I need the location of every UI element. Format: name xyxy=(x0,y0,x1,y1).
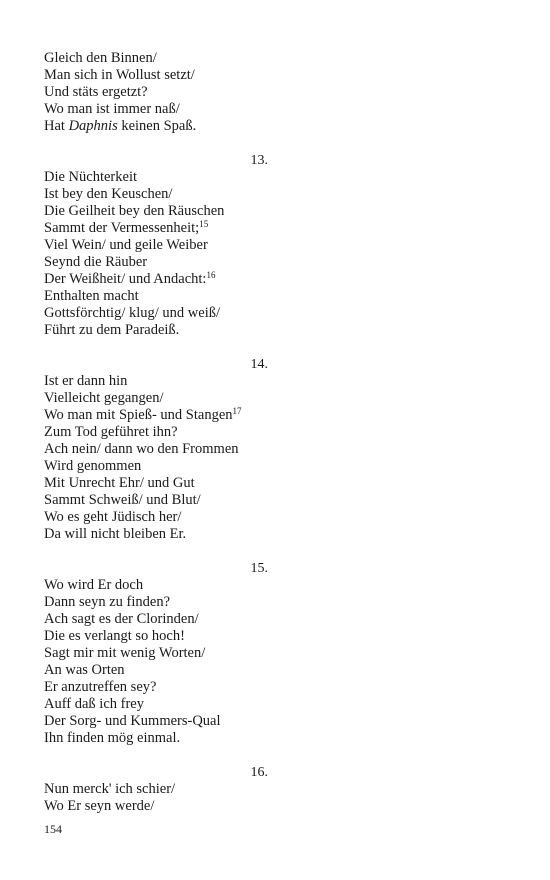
footnote-marker[interactable]: 16 xyxy=(206,270,216,280)
verse-text: Nun merck' ich schier/ xyxy=(44,781,176,797)
verse-text: Und stäts ergetzt? xyxy=(44,84,148,100)
verse-text: Mit Unrecht Ehr/ und Gut xyxy=(44,475,195,491)
stanza xyxy=(44,152,268,339)
verse-text: Gottsförchtig/ klug/ und weiß/ xyxy=(44,305,220,321)
stanza xyxy=(44,356,268,543)
verse-text: Wo es geht Jüdisch her/ xyxy=(44,509,182,525)
verse-line xyxy=(44,424,268,441)
verse-text: Die Geilheit bey den Räuschen xyxy=(44,203,225,219)
verse-line xyxy=(44,322,268,339)
verse-text: Ist bey den Keuschen/ xyxy=(44,186,173,202)
stanza-number: 14. xyxy=(250,357,268,372)
verse-text: Zum Tod geführet ihn? xyxy=(44,424,178,440)
verse-text: Sammt Schweiß/ und Blut/ xyxy=(44,492,201,508)
verse-text: Seynd die Räuber xyxy=(44,254,148,270)
verse-line xyxy=(44,509,268,526)
verse-line xyxy=(44,798,268,815)
verse-text: Gleich den Binnen/ xyxy=(44,50,157,66)
verse-text: Man sich in Wollust setzt/ xyxy=(44,67,195,83)
verse-line xyxy=(44,713,268,730)
verse-line xyxy=(44,288,268,305)
verse-line xyxy=(44,679,268,696)
verse-line xyxy=(44,475,268,492)
verse-text: Ist er dann hin xyxy=(44,373,128,389)
verse-text: Wo man ist immer naß/ xyxy=(44,101,180,117)
page-number: 154 xyxy=(44,822,62,836)
stanza-gap xyxy=(44,747,268,764)
verse-line xyxy=(44,441,268,458)
verse-text: Hat xyxy=(44,118,69,134)
footnote-marker[interactable]: 15 xyxy=(199,219,209,229)
verse-text: Enthalten macht xyxy=(44,288,139,304)
footnote-marker[interactable]: 17 xyxy=(232,406,242,416)
verse-line xyxy=(44,169,268,186)
verse-text: Wo man mit Spieß- und Stangen xyxy=(44,407,233,423)
verse-text: Die Nüchterkeit xyxy=(44,169,138,185)
poem-text xyxy=(44,50,268,815)
verse-line xyxy=(44,662,268,679)
verse-text: Ach sagt es der Clorinden/ xyxy=(44,611,199,627)
verse-line xyxy=(44,254,268,271)
verse-line xyxy=(44,271,268,288)
verse-line xyxy=(44,730,268,747)
verse-line xyxy=(44,305,268,322)
verse-text: Wo Er seyn werde/ xyxy=(44,798,155,814)
verse-line xyxy=(44,526,268,543)
verse-text: Auff daß ich frey xyxy=(44,696,144,712)
verse-line xyxy=(44,696,268,713)
verse-text: Wo wird Er doch xyxy=(44,577,144,593)
stanza-gap xyxy=(44,339,268,356)
verse-line xyxy=(44,67,268,84)
verse-line xyxy=(44,645,268,662)
verse-line xyxy=(44,781,268,798)
verse-line xyxy=(44,186,268,203)
verse-line xyxy=(44,577,268,594)
verse-line xyxy=(44,50,268,67)
verse-line xyxy=(44,594,268,611)
verse-text: Der Weißheit/ und Andacht: xyxy=(44,271,207,287)
verse-text: An was Orten xyxy=(44,662,125,678)
verse-line xyxy=(44,373,268,390)
verse-text: Führt zu dem Paradeiß. xyxy=(44,322,180,338)
verse-text: Der Sorg- und Kummers-Qual xyxy=(44,713,221,729)
stanza xyxy=(44,560,268,747)
verse-line xyxy=(44,611,268,628)
verse-line xyxy=(44,203,268,220)
verse-line xyxy=(44,118,268,135)
verse-line xyxy=(44,237,268,254)
verse-text: Viel Wein/ und geile Weiber xyxy=(44,237,208,253)
verse-line xyxy=(44,101,268,118)
verse-text: Vielleicht gegangen/ xyxy=(44,390,164,406)
verse-line xyxy=(44,84,268,101)
verse-text: Er anzutreffen sey? xyxy=(44,679,157,695)
verse-text: Die es verlangt so hoch! xyxy=(44,628,185,644)
verse-line xyxy=(44,628,268,645)
verse-line xyxy=(44,458,268,475)
verse-line xyxy=(44,390,268,407)
stanza-gap xyxy=(44,135,268,152)
stanza-number: 13. xyxy=(250,153,268,168)
stanza xyxy=(44,764,268,815)
verse-text: keinen Spaß. xyxy=(117,118,197,134)
verse-text: Sagt mir mit wenig Worten/ xyxy=(44,645,206,661)
verse-text: Da will nicht bleiben Er. xyxy=(44,526,187,542)
verse-text: Ach nein/ dann wo den Frommen xyxy=(44,441,239,457)
stanza-number: 16. xyxy=(250,765,268,780)
verse-text: Sammt der Vermessenheit; xyxy=(44,220,200,236)
verse-line xyxy=(44,407,268,424)
verse-italic-name: Daphnis xyxy=(68,118,118,134)
verse-line xyxy=(44,220,268,237)
stanza-number: 15. xyxy=(250,561,268,576)
verse-text: Ihn finden mög einmal. xyxy=(44,730,181,746)
stanza xyxy=(44,50,268,135)
verse-text: Dann seyn zu finden? xyxy=(44,594,171,610)
verse-text: Wird genommen xyxy=(44,458,142,474)
verse-line xyxy=(44,492,268,509)
stanza-gap xyxy=(44,543,268,560)
